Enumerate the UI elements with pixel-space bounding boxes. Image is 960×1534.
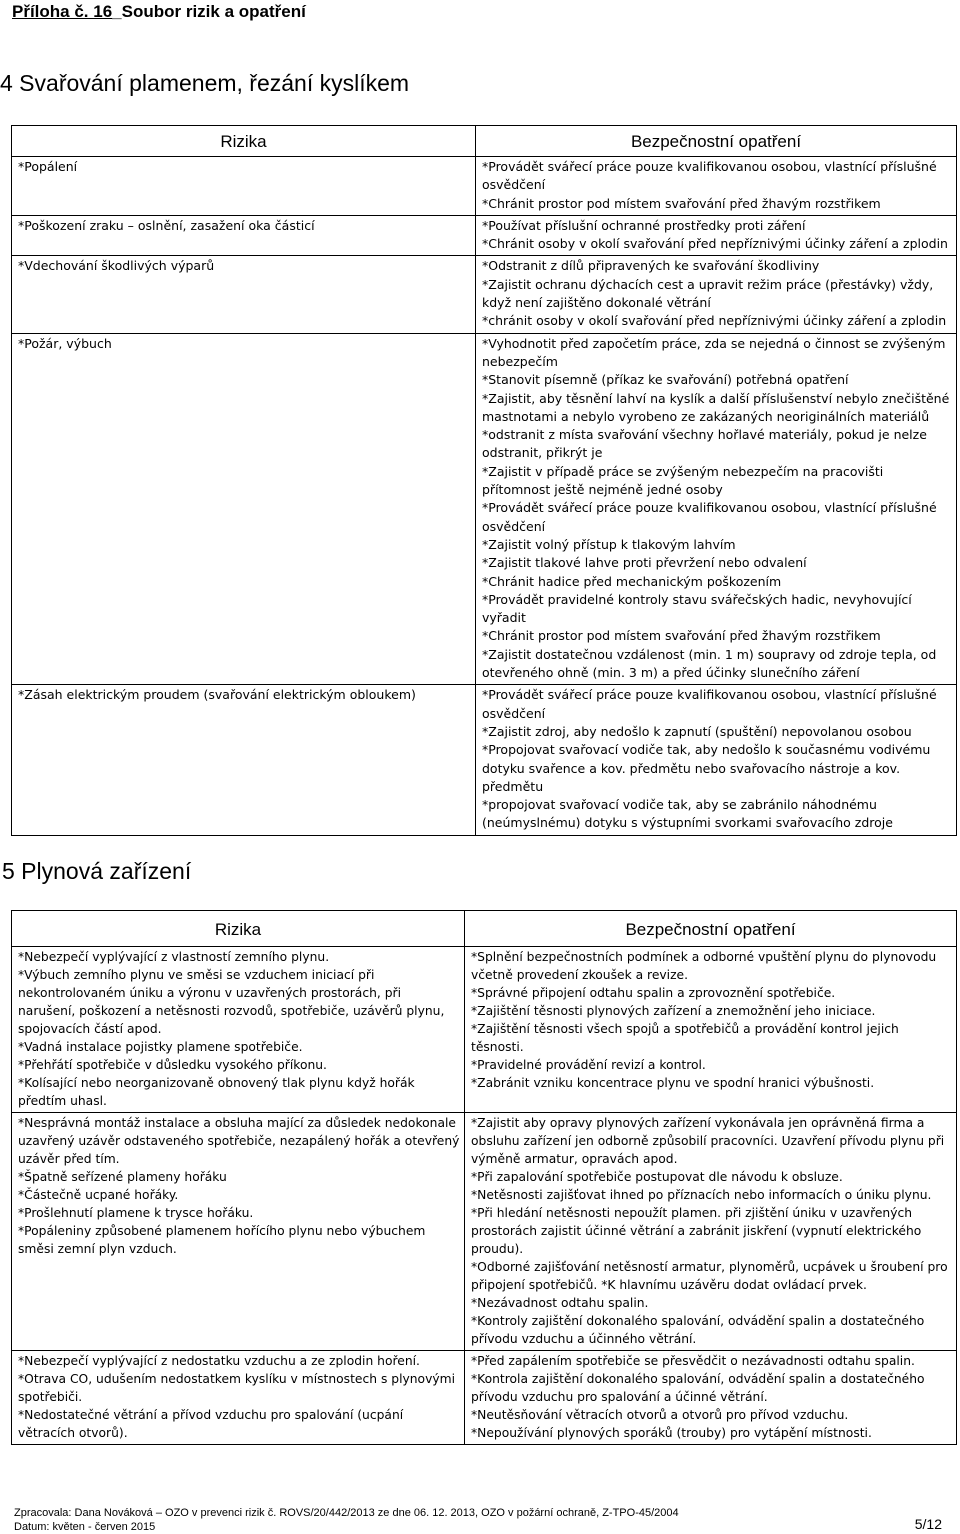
risks-cell bbox=[12, 947, 465, 1113]
table-row bbox=[12, 333, 957, 685]
measure-item: *Provádět pravidelné kontroly stavu svářečských hadic, nevyhovující vyřadit bbox=[482, 591, 912, 626]
measures-cell bbox=[476, 157, 957, 216]
table-row bbox=[12, 256, 957, 333]
risk-item: *Nebezpečí vyplývající z vlastností zemního plynu. bbox=[18, 950, 330, 964]
column-header-risks: Rizika bbox=[12, 126, 476, 157]
column-header-risks: Rizika bbox=[12, 911, 465, 947]
measure-item: *Provádět svářecí práce pouze kvalifikovanou osobou, vlastnící příslušné osvědčení bbox=[482, 500, 937, 534]
measure-item: *Správné připojení odtahu spalin a zprovoznění spotřebiče. bbox=[471, 986, 836, 1000]
page-header bbox=[12, 2, 306, 22]
measure-item: *Chránit osoby v okolí svařování před nepříznivými účinky záření a zplodin bbox=[482, 236, 948, 252]
risk-item: *Popáleniny způsobené plamenem hořícího plynu nebo výbuchem směsi zemní plyn vzduch. bbox=[18, 1224, 426, 1256]
measure-item: *Zajistit, aby těsnění lahví na kyslík a další příslušenství nebylo znečištěné mastnotami a nebylo vyrobeno ze zakázaných neoriginálních materiálů bbox=[482, 390, 950, 424]
measure-item: *Provádět svářecí práce pouze kvalifikovanou osobou, vlastnící příslušné osvědčení bbox=[482, 159, 937, 193]
measures-cell bbox=[465, 947, 957, 1113]
risk-item: *Nedostatečné větrání a přívod vzduchu pro spalování (ucpání větracích otvorů). bbox=[18, 1408, 404, 1440]
measure-item: *Kontroly zajištění dokonalého spalování, odvádění spalin a dostatečného přívodu vzduchu a účinného větrání. bbox=[471, 1314, 925, 1346]
footer-author: Zpracovala: Dana Nováková – OZO v prevenci rizik č. ROVS/20/442/2013 ze dne 06. 12. 2013, OZO v požární ochraně, Z-TPO-45/2004 bbox=[14, 1507, 679, 1519]
measure-item: *Zajistit aby opravy plynových zařízení vykonávala jen oprávněná firma a obsluhu zařízení jen odborně způsobilí pracovníci. Uzavření přívodu plynu při výměně armatur, opravách apod. bbox=[471, 1116, 945, 1166]
risk-item: *Částečně ucpané hořáky. bbox=[18, 1188, 179, 1202]
risks-cell bbox=[12, 1351, 465, 1445]
measure-item: *Chránit hadice před mechanickým poškozením bbox=[482, 573, 782, 589]
section-4-title: 4 Svařování plamenem, řezání kyslíkem bbox=[0, 70, 410, 96]
measure-item: *Splnění bezpečnostních podmínek a odborné vpuštění plynu do plynovodu včetně provedení zkoušek a revize. bbox=[471, 950, 937, 982]
measure-item: *Zajistit volný přístup k tlakovým lahvím bbox=[482, 536, 736, 552]
measure-item: *Odborné zajišťování netěsností armatur, plynoměrů, ucpávek u šroubení pro připojení spotřebičů. *K hlavnímu uzávěru dodat ovládací prvek. bbox=[471, 1260, 948, 1292]
measures-cell bbox=[465, 1351, 957, 1445]
risk-cell: *Zásah elektrickým proudem (svařování elektrickým obloukem) bbox=[12, 685, 476, 835]
measure-item: *Netěsnosti zajišťovat ihned po příznacích nebo informacích o úniku plynu. bbox=[471, 1188, 932, 1202]
measure-item: *Používat příslušní ochranné prostředky proti záření bbox=[482, 217, 806, 233]
header-suffix: _Soubor rizik a opatření bbox=[112, 2, 306, 21]
measure-item: *Vyhodnotit před započetím práce, zda se nejedná o činnost se zvýšeným nebezpečím bbox=[482, 335, 946, 369]
risks-cell bbox=[12, 1113, 465, 1351]
section-5-table bbox=[11, 910, 957, 1445]
measure-item: *Stanovit písemně (příkaz ke svařování) potřebná opatření bbox=[482, 372, 849, 388]
risk-item: *Vadná instalace pojistky plamene spotřebiče. bbox=[18, 1040, 303, 1054]
measure-item: *Při zapalování spotřebiče postupovat dle návodu k obsluze. bbox=[471, 1170, 843, 1184]
risk-cell: *Vdechování škodlivých výparů bbox=[12, 256, 476, 333]
footer-divider bbox=[12, 1503, 946, 1504]
measure-item: *Zabránit vzniku koncentrace plynu ve spodní hranici výbušnosti. bbox=[471, 1076, 875, 1090]
table-row bbox=[12, 685, 957, 835]
measures-cell bbox=[476, 256, 957, 333]
measure-item: *Odstranit z dílů připravených ke svařování škodliviny bbox=[482, 258, 820, 274]
measure-item: *Nepoužívání plynových sporáků (trouby) pro vytápění místnosti. bbox=[471, 1426, 872, 1440]
risk-cell: *Popálení bbox=[12, 157, 476, 216]
measure-item: *Neutěsňování větracích otvorů a otvorů pro přívod vzduchu. bbox=[471, 1408, 849, 1422]
measures-cell bbox=[476, 685, 957, 835]
measures-cell bbox=[465, 1113, 957, 1351]
page-number: 5/12 bbox=[914, 1516, 942, 1532]
measures-cell bbox=[476, 333, 957, 685]
measure-item: *Před zapálením spotřebiče se přesvědčit o nezávadnosti odtahu spalin. bbox=[471, 1354, 915, 1368]
risk-item: *Prošlehnutí plamene k trysce hořáku. bbox=[18, 1206, 254, 1220]
risk-item: *Přehřátí spotřebiče v důsledku vysokého příkonu. bbox=[18, 1058, 327, 1072]
risk-cell: *Požár, výbuch bbox=[12, 333, 476, 685]
measure-item: *Zajistit tlakové lahve proti převržení nebo odvalení bbox=[482, 555, 807, 571]
measure-item: *Zajistit zdroj, aby nedošlo k zapnutí (spuštění) nepovolanou osobou bbox=[482, 723, 912, 739]
measure-item: *Zajištění těsnosti všech spojů a spotřebičů a provádění kontrol jejich těsnosti. bbox=[471, 1022, 899, 1054]
section-5-title: 5 Plynová zařízení bbox=[2, 858, 192, 884]
table-row bbox=[12, 1351, 957, 1445]
table-row bbox=[12, 215, 957, 256]
measure-item: *Provádět svářecí práce pouze kvalifikovanou osobou, vlastnící příslušné osvědčení bbox=[482, 687, 937, 721]
table-row bbox=[12, 1113, 957, 1351]
measure-item: *Pravidelné provádění revizí a kontrol. bbox=[471, 1058, 706, 1072]
measure-item: *Kontrola zajištění dokonalého spalování, odvádění spalin a dostatečného přívodu vzduchu pro spalování a účinné větrání. bbox=[471, 1372, 925, 1404]
risk-item: *Špatně seřízené plameny hořáku bbox=[18, 1170, 227, 1184]
risk-item: *Výbuch zemního plynu ve směsi se vzduchem iniciací při nekontrolovaném úniku a výronu v uzavřených prostorách, při narušení, poškození a netěsnosti rozvodů, spotřebiče, uzávěrů plynu, spojovacích částí apod. bbox=[18, 968, 445, 1036]
measure-item: *propojovat svařovací vodiče tak, aby se zabránilo náhodnému (neúmyslnému) dotyku s výstupními svorkami svařovacího zdroje bbox=[482, 797, 893, 831]
risk-item: *Nebezpečí vyplývající z nedostatku vzduchu a ze zplodin hoření. bbox=[18, 1354, 420, 1368]
measure-item: *Chránit prostor pod místem svařování před žhavým rozstřikem bbox=[482, 195, 881, 211]
measure-item: *chránit osoby v okolí svařování před nepříznivými účinky záření a zplodin bbox=[482, 313, 947, 329]
column-header-measures: Bezpečnostní opatření bbox=[465, 911, 957, 947]
section-4-table bbox=[11, 125, 957, 836]
risk-item: *Kolísající nebo neorganizovaně obnovený tlak plynu když hořák předtím uhasl. bbox=[18, 1076, 415, 1108]
measures-cell bbox=[476, 215, 957, 256]
measure-item: *Při hledání netěsnosti nepoužít plamen. při zjištění úniku v uzavřených prostorách zajistit účinné větrání a zabránit jiskření (vypnutí elektrického proudu). bbox=[471, 1206, 922, 1256]
measure-item: *Zajistit ochranu dýchacích cest a upravit režim práce (přestávky) vždy, když není zajištěno dokonalé větrání bbox=[482, 276, 934, 311]
measure-item: *Nezávadnost odtahu spalin. bbox=[471, 1296, 649, 1310]
measure-item: *Propojovat svařovací vodiče tak, aby nedošlo k současnému vodivému dotyku svařence a kov. předmětu nebo svařovacího nástroje a kov. předmětu bbox=[482, 742, 931, 794]
footer-date: Datum: květen - červen 2015 bbox=[14, 1521, 156, 1533]
risk-item: *Otrava CO, udušením nedostatkem kyslíku v místnostech s plynovými spotřebiči. bbox=[18, 1372, 456, 1404]
table-row bbox=[12, 157, 957, 216]
table-row bbox=[12, 947, 957, 1113]
measure-item: *Zajištění těsnosti plynových zařízení a znemožnění jeho iniciace. bbox=[471, 1004, 876, 1018]
measure-item: *Zajistit v případě práce se zvýšeným nebezpečím na pracovišti přítomnost ještě nejméně jedné osoby bbox=[482, 463, 884, 498]
measure-item: *Zajistit dostatečnou vzdálenost (min. 1 m) soupravy od zdroje tepla, od otevřeného ohně (min. 3 m) a před účinky slunečního záření bbox=[482, 646, 937, 681]
column-header-measures: Bezpečnostní opatření bbox=[476, 126, 957, 157]
measure-item: *odstranit z místa svařování všechny hořlavé materiály, pokud je nelze odstranit, přikrýt je bbox=[482, 427, 927, 461]
measure-item: *Chránit prostor pod místem svařování před žhavým rozstřikem bbox=[482, 628, 881, 644]
risk-item: *Nesprávná montáž instalace a obsluha mající za důsledek nedokonale uzavřený uzávěr odstaveného spotřebiče, nezapálený hořák a otevřený uzávěr před tím. bbox=[18, 1116, 460, 1166]
risk-cell: *Poškození zraku – oslnění, zasažení oka částicí bbox=[12, 215, 476, 256]
header-prefix: Příloha č. 16 bbox=[12, 2, 113, 21]
